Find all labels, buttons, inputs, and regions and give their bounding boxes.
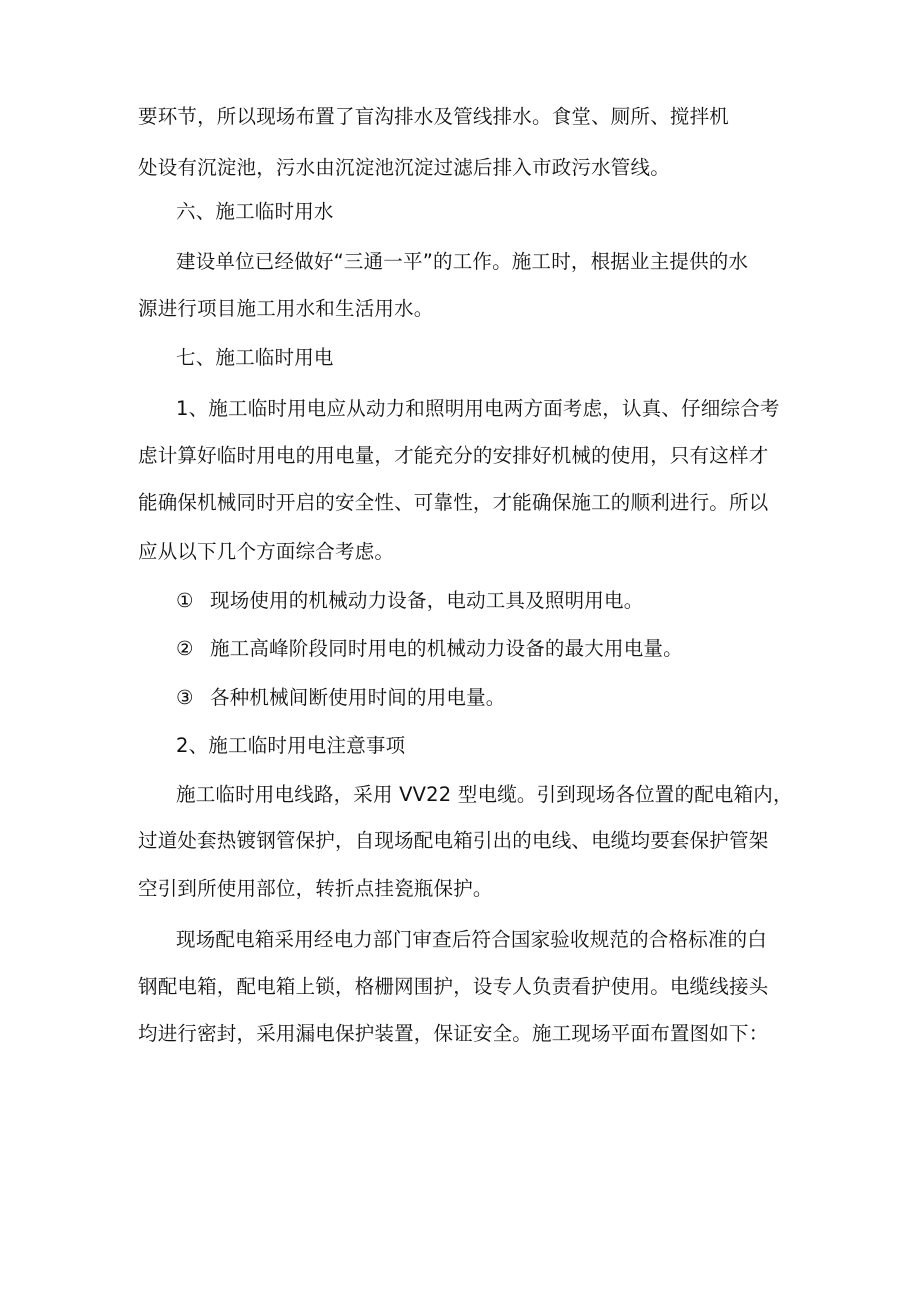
paragraph-line: 处设有沉淀池，污水由沉淀池沉淀过滤后排入市政污水管线。 bbox=[138, 156, 670, 179]
paragraph-line: 要环节，所以现场布置了盲沟排水及管线排水。食堂、厕所、搅拌机 bbox=[138, 105, 730, 128]
paragraph-line: 均进行密封，采用漏电保护装置，保证安全。施工现场平面布置图如下： bbox=[138, 1022, 769, 1045]
paragraph-line: 1、施工临时用电应从动力和照明用电两方面考虑，认真、仔细综合考 bbox=[176, 397, 780, 420]
section-heading-electricity: 七、施工临时用电 bbox=[176, 346, 334, 369]
paragraph-line: 源进行项目施工用水和生活用水。 bbox=[138, 297, 434, 320]
paragraph-line: 应从以下几个方面综合考虑。 bbox=[138, 540, 395, 563]
list-item bbox=[176, 685, 506, 711]
list-marker: ① bbox=[176, 589, 194, 612]
list-item-text: 施工高峰阶段同时用电的机械动力设备的最大用电量。 bbox=[210, 637, 683, 660]
list-item-text: 各种机械间断使用时间的用电量。 bbox=[210, 686, 506, 709]
paragraph-line: 现场配电箱采用经电力部门审查后符合国家验收规范的合格标准的白 bbox=[176, 928, 768, 951]
paragraph-line: 施工临时用电线路，采用 VV22 型电缆。引到现场各位置的配电箱内， bbox=[176, 783, 793, 806]
paragraph-line: 能确保机械同时开启的安全性、可靠性，才能确保施工的顺利进行。所以 bbox=[138, 491, 769, 514]
section-heading-water: 六、施工临时用水 bbox=[176, 200, 334, 223]
list-item bbox=[176, 588, 643, 614]
paragraph-line: 虑计算好临时用电的用电量，才能充分的安排好机械的使用，只有这样才 bbox=[138, 444, 769, 467]
list-marker: ③ bbox=[176, 686, 194, 709]
list-item bbox=[176, 636, 683, 662]
paragraph-line: 空引到所使用部位，转折点挂瓷瓶保护。 bbox=[138, 877, 493, 900]
subsection-heading: 2、施工临时用电注意事项 bbox=[176, 734, 406, 757]
list-item-text: 现场使用的机械动力设备，电动工具及照明用电。 bbox=[210, 589, 644, 612]
list-marker: ② bbox=[176, 637, 194, 660]
paragraph-line: 建设单位已经做好“三通一平”的工作。施工时，根据业主提供的水 bbox=[176, 250, 749, 273]
paragraph-line: 过道处套热镀钢管保护，自现场配电箱引出的电线、电缆均要套保护管架 bbox=[138, 829, 769, 852]
paragraph-line: 钢配电箱，配电箱上锁，格栅网围护，设专人负责看护使用。电缆线接头 bbox=[138, 975, 769, 998]
